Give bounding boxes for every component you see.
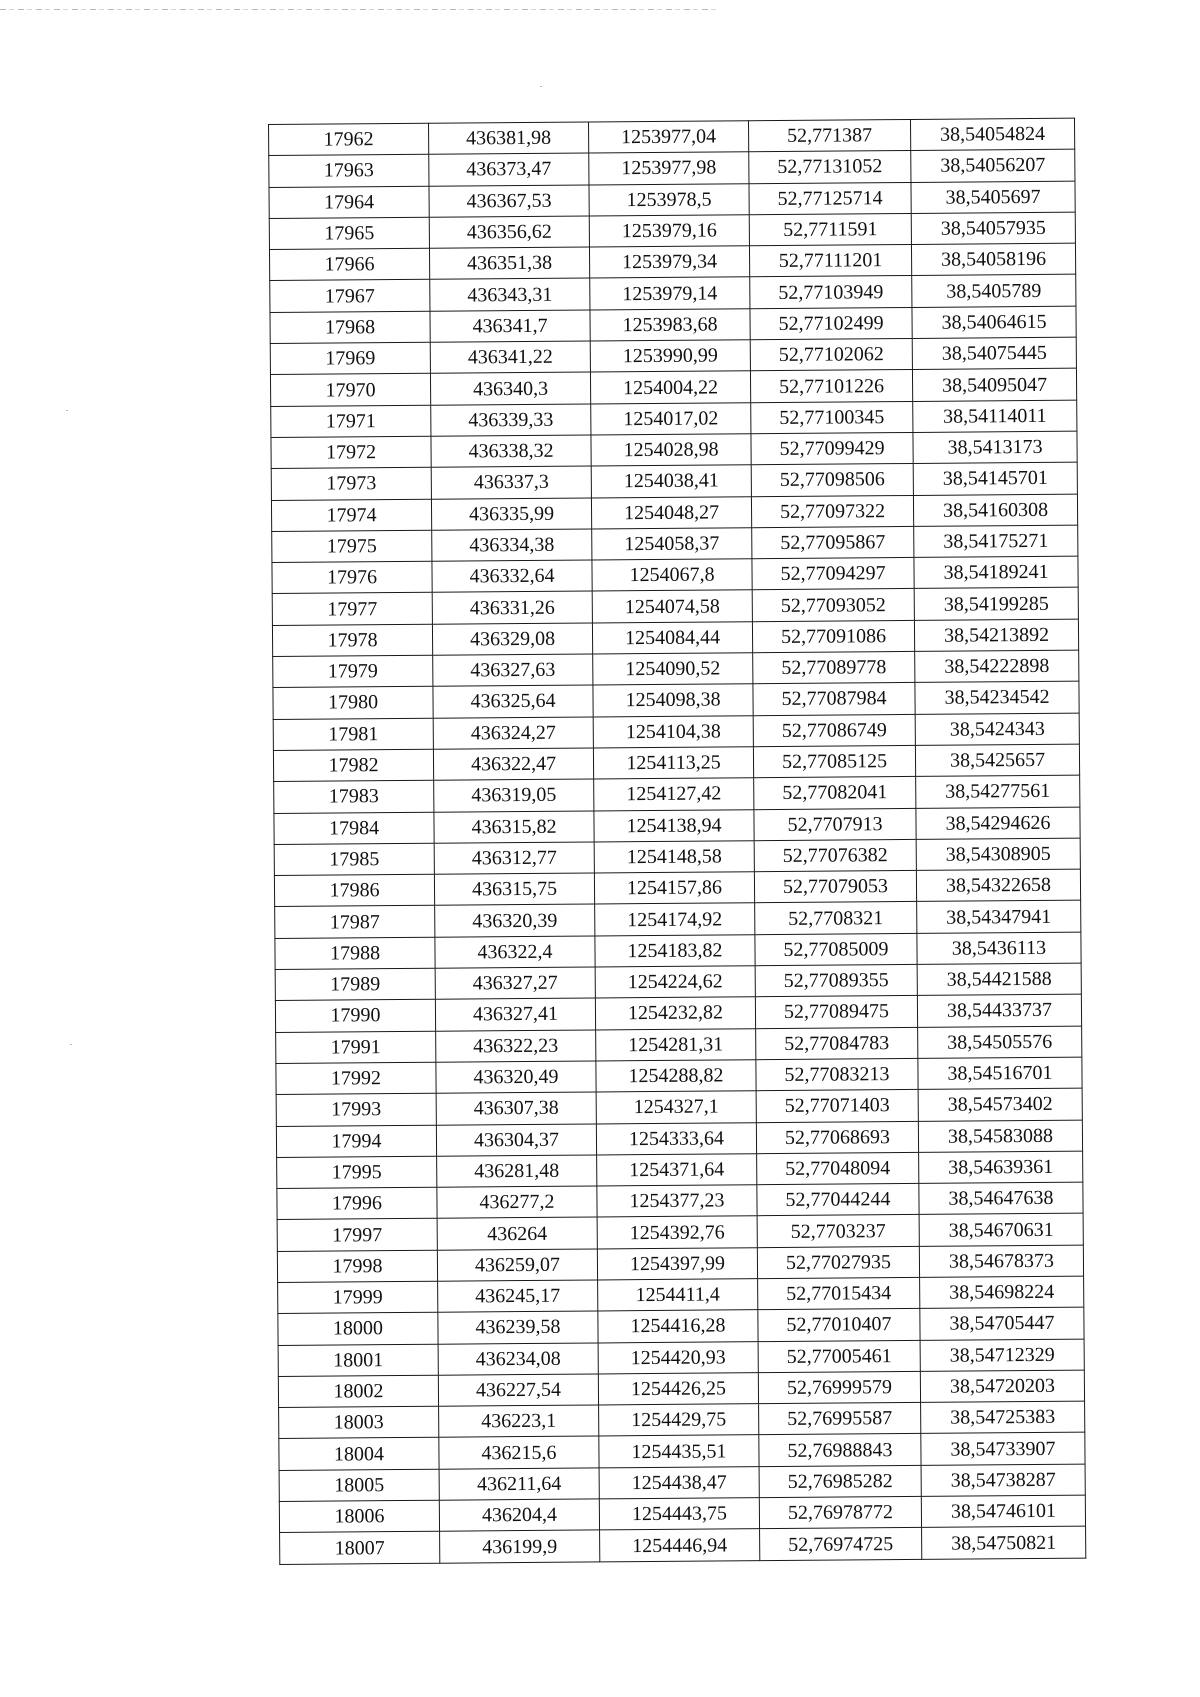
y-coordinate-cell: 1253977,98	[589, 152, 749, 185]
x-coordinate-cell: 436373,47	[429, 153, 589, 186]
point-number-cell: 17966	[269, 248, 429, 281]
y-coordinate-cell: 1253977,04	[588, 121, 748, 154]
longitude-cell: 38,54145701	[913, 462, 1077, 495]
point-number-cell: 17968	[270, 311, 430, 344]
x-coordinate-cell: 436315,82	[434, 810, 594, 843]
point-number-cell: 17986	[274, 874, 434, 907]
y-coordinate-cell: 1254411,4	[598, 1279, 758, 1312]
latitude-cell: 52,77111201	[749, 245, 911, 278]
point-number-cell: 18003	[279, 1406, 439, 1439]
point-number-cell: 18000	[278, 1312, 438, 1345]
latitude-cell: 52,7703237	[757, 1215, 919, 1248]
point-number-cell: 17962	[269, 123, 429, 156]
longitude-cell: 38,54516701	[918, 1057, 1082, 1090]
latitude-cell: 52,76974725	[760, 1528, 922, 1561]
y-coordinate-cell: 1254446,94	[600, 1529, 760, 1562]
x-coordinate-cell: 436334,38	[432, 529, 592, 562]
y-coordinate-cell: 1254058,37	[592, 528, 752, 561]
point-number-cell: 17992	[276, 1062, 436, 1095]
latitude-cell: 52,7711591	[749, 213, 911, 246]
y-coordinate-cell: 1254281,31	[596, 1028, 756, 1061]
point-number-cell: 18006	[279, 1500, 439, 1533]
latitude-cell: 52,7707913	[754, 808, 916, 841]
latitude-cell: 52,77048094	[757, 1152, 919, 1185]
x-coordinate-cell: 436322,4	[435, 936, 595, 969]
point-number-cell: 17979	[273, 655, 433, 688]
y-coordinate-cell: 1254426,25	[598, 1373, 758, 1406]
point-number-cell: 18007	[280, 1532, 440, 1565]
latitude-cell: 52,77085125	[753, 745, 915, 778]
latitude-cell: 52,77101226	[750, 370, 912, 403]
y-coordinate-cell: 1254004,22	[590, 371, 750, 404]
x-coordinate-cell: 436381,98	[428, 122, 588, 155]
point-number-cell: 17983	[274, 780, 434, 813]
longitude-cell: 38,5405789	[912, 275, 1076, 308]
longitude-cell: 38,54678373	[919, 1245, 1083, 1278]
x-coordinate-cell: 436245,17	[438, 1280, 598, 1313]
x-coordinate-cell: 436356,62	[429, 216, 589, 249]
x-coordinate-cell: 436239,58	[438, 1311, 598, 1344]
latitude-cell: 52,77068693	[756, 1121, 918, 1154]
x-coordinate-cell: 436351,38	[429, 247, 589, 280]
x-coordinate-cell: 436322,23	[436, 1030, 596, 1063]
x-coordinate-cell: 436211,64	[439, 1468, 599, 1501]
y-coordinate-cell: 1254017,02	[591, 402, 751, 435]
x-coordinate-cell: 436264	[437, 1217, 597, 1250]
point-number-cell: 17998	[277, 1250, 437, 1283]
x-coordinate-cell: 436331,26	[432, 591, 592, 624]
longitude-cell: 38,5413173	[913, 431, 1077, 464]
y-coordinate-cell: 1254183,82	[595, 934, 755, 967]
latitude-cell: 52,77085009	[755, 933, 917, 966]
x-coordinate-cell: 436329,08	[432, 623, 592, 656]
x-coordinate-cell: 436312,77	[434, 842, 594, 875]
x-coordinate-cell: 436338,32	[431, 435, 591, 468]
longitude-cell: 38,54064615	[912, 306, 1076, 339]
longitude-cell: 38,54583088	[918, 1120, 1082, 1153]
longitude-cell: 38,54199285	[914, 588, 1078, 621]
y-coordinate-cell: 1254333,64	[596, 1122, 756, 1155]
x-coordinate-cell: 436324,27	[433, 717, 593, 750]
y-coordinate-cell: 1254420,93	[598, 1341, 758, 1374]
y-coordinate-cell: 1254392,76	[597, 1216, 757, 1249]
point-number-cell: 17971	[271, 405, 431, 438]
longitude-cell: 38,54347941	[917, 901, 1081, 934]
point-number-cell: 17972	[271, 436, 431, 469]
point-number-cell: 17995	[277, 1156, 437, 1189]
x-coordinate-cell: 436327,41	[435, 998, 595, 1031]
x-coordinate-cell: 436339,33	[431, 404, 591, 437]
longitude-cell: 38,54056207	[911, 149, 1075, 182]
latitude-cell: 52,77102062	[750, 339, 912, 372]
latitude-cell: 52,77095867	[752, 526, 914, 559]
point-number-cell: 17996	[277, 1187, 437, 1220]
table-row	[280, 1526, 1086, 1564]
longitude-cell: 38,54054824	[910, 118, 1074, 151]
y-coordinate-cell: 1254067,8	[592, 559, 752, 592]
latitude-cell: 52,77094297	[752, 558, 914, 591]
x-coordinate-cell: 436234,08	[438, 1343, 598, 1376]
latitude-cell: 52,77131052	[749, 151, 911, 184]
point-number-cell: 17973	[271, 467, 431, 500]
latitude-cell: 52,77076382	[754, 839, 916, 872]
latitude-cell: 52,77087984	[753, 683, 915, 716]
y-coordinate-cell: 1253979,34	[589, 246, 749, 279]
longitude-cell: 38,54720203	[920, 1370, 1084, 1403]
longitude-cell: 38,54213892	[914, 619, 1078, 652]
longitude-cell: 38,54647638	[919, 1182, 1083, 1215]
latitude-cell: 52,76995587	[759, 1403, 921, 1436]
latitude-cell: 52,77082041	[754, 777, 916, 810]
latitude-cell: 52,76978772	[759, 1496, 921, 1529]
scan-speck	[70, 1044, 72, 1045]
y-coordinate-cell: 1254138,94	[594, 809, 754, 842]
point-number-cell: 17993	[276, 1093, 436, 1126]
y-coordinate-cell: 1254157,86	[594, 872, 754, 905]
point-number-cell: 17981	[273, 718, 433, 751]
longitude-cell: 38,54294626	[916, 807, 1080, 840]
x-coordinate-cell: 436304,37	[436, 1123, 596, 1156]
longitude-cell: 38,54160308	[913, 494, 1077, 527]
longitude-cell: 38,54733907	[921, 1433, 1085, 1466]
x-coordinate-cell: 436215,6	[439, 1436, 599, 1469]
x-coordinate-cell: 436341,7	[430, 310, 590, 343]
longitude-cell: 38,54725383	[921, 1401, 1085, 1434]
point-number-cell: 17980	[273, 687, 433, 720]
longitude-cell: 38,54189241	[914, 556, 1078, 589]
x-coordinate-cell: 436335,99	[431, 498, 591, 531]
point-number-cell: 17984	[274, 812, 434, 845]
latitude-cell: 52,77093052	[752, 589, 914, 622]
x-coordinate-cell: 436227,54	[438, 1374, 598, 1407]
point-number-cell: 17974	[271, 499, 431, 532]
latitude-cell: 52,77044244	[757, 1184, 919, 1217]
longitude-cell: 38,54705447	[920, 1307, 1084, 1340]
scan-speck	[66, 410, 68, 411]
x-coordinate-cell: 436325,64	[433, 685, 593, 718]
x-coordinate-cell: 436320,39	[435, 904, 595, 937]
longitude-cell: 38,54746101	[921, 1495, 1085, 1528]
point-number-cell: 17991	[276, 1031, 436, 1064]
latitude-cell: 52,77084783	[756, 1027, 918, 1060]
x-coordinate-cell: 436367,53	[429, 185, 589, 218]
longitude-cell: 38,54277561	[916, 775, 1080, 808]
point-number-cell: 17989	[275, 968, 435, 1001]
latitude-cell: 52,77089355	[755, 964, 917, 997]
longitude-cell: 38,54095047	[912, 369, 1076, 402]
x-coordinate-cell: 436223,1	[439, 1405, 599, 1438]
y-coordinate-cell: 1254327,1	[596, 1091, 756, 1124]
y-coordinate-cell: 1254127,42	[594, 778, 754, 811]
point-number-cell: 17963	[269, 155, 429, 188]
point-number-cell: 18004	[279, 1438, 439, 1471]
latitude-cell: 52,771387	[748, 119, 910, 152]
longitude-cell: 38,54234542	[915, 681, 1079, 714]
longitude-cell: 38,54639361	[919, 1151, 1083, 1184]
longitude-cell: 38,5436113	[917, 932, 1081, 965]
point-number-cell: 17997	[277, 1219, 437, 1252]
x-coordinate-cell: 436307,38	[436, 1092, 596, 1125]
longitude-cell: 38,54573402	[918, 1088, 1082, 1121]
longitude-cell: 38,54738287	[921, 1464, 1085, 1497]
y-coordinate-cell: 1253979,16	[589, 215, 749, 248]
longitude-cell: 38,54670631	[919, 1214, 1083, 1247]
point-number-cell: 17976	[272, 561, 432, 594]
point-number-cell: 17987	[275, 906, 435, 939]
y-coordinate-cell: 1254232,82	[595, 997, 755, 1030]
x-coordinate-cell: 436259,07	[437, 1249, 597, 1282]
y-coordinate-cell: 1254113,25	[593, 747, 753, 780]
x-coordinate-cell: 436204,4	[439, 1499, 599, 1532]
x-coordinate-cell: 436341,22	[430, 341, 590, 374]
y-coordinate-cell: 1254443,75	[599, 1498, 759, 1531]
latitude-cell: 52,77027935	[757, 1246, 919, 1279]
latitude-cell: 52,77097322	[751, 495, 913, 528]
point-number-cell: 17982	[273, 749, 433, 782]
y-coordinate-cell: 1254174,92	[595, 903, 755, 936]
longitude-cell: 38,54322658	[916, 869, 1080, 902]
point-number-cell: 17965	[269, 217, 429, 250]
x-coordinate-cell: 436340,3	[430, 372, 590, 405]
x-coordinate-cell: 436199,9	[440, 1530, 600, 1563]
coordinates-table-body	[269, 118, 1086, 1564]
point-number-cell: 18005	[279, 1469, 439, 1502]
longitude-cell: 38,54505576	[918, 1026, 1082, 1059]
y-coordinate-cell: 1254148,58	[594, 841, 754, 874]
x-coordinate-cell: 436315,75	[434, 873, 594, 906]
longitude-cell: 38,5424343	[915, 713, 1079, 746]
longitude-cell: 38,54750821	[922, 1526, 1086, 1559]
point-number-cell: 17978	[272, 624, 432, 657]
y-coordinate-cell: 1254371,64	[597, 1153, 757, 1186]
latitude-cell: 52,77005461	[758, 1340, 920, 1373]
latitude-cell: 52,77079053	[754, 871, 916, 904]
longitude-cell: 38,54114011	[913, 400, 1077, 433]
longitude-cell: 38,54308905	[916, 838, 1080, 871]
y-coordinate-cell: 1254084,44	[592, 621, 752, 654]
point-number-cell: 17964	[269, 186, 429, 219]
longitude-cell: 38,54175271	[914, 525, 1078, 558]
y-coordinate-cell: 1254028,98	[591, 434, 751, 467]
latitude-cell: 52,76999579	[758, 1371, 920, 1404]
latitude-cell: 52,77083213	[756, 1058, 918, 1091]
y-coordinate-cell: 1253990,99	[590, 340, 750, 373]
longitude-cell: 38,54075445	[912, 337, 1076, 370]
longitude-cell: 38,5425657	[915, 744, 1079, 777]
point-number-cell: 17999	[278, 1281, 438, 1314]
y-coordinate-cell: 1254377,23	[597, 1185, 757, 1218]
latitude-cell: 52,77099429	[751, 432, 913, 465]
x-coordinate-cell: 436322,47	[433, 748, 593, 781]
point-number-cell: 18002	[278, 1375, 438, 1408]
x-coordinate-cell: 436337,3	[431, 466, 591, 499]
latitude-cell: 52,77086749	[753, 714, 915, 747]
point-number-cell: 17975	[272, 530, 432, 563]
y-coordinate-cell: 1254416,28	[598, 1310, 758, 1343]
latitude-cell: 52,77071403	[756, 1090, 918, 1123]
x-coordinate-cell: 436281,48	[437, 1155, 597, 1188]
x-coordinate-cell: 436332,64	[432, 560, 592, 593]
y-coordinate-cell: 1254429,75	[599, 1404, 759, 1437]
y-coordinate-cell: 1254048,27	[591, 496, 751, 529]
y-coordinate-cell: 1253978,5	[589, 183, 749, 216]
y-coordinate-cell: 1253983,68	[590, 309, 750, 342]
point-number-cell: 17977	[272, 593, 432, 626]
longitude-cell: 38,54433737	[917, 994, 1081, 1027]
longitude-cell: 38,54712329	[920, 1339, 1084, 1372]
scan-top-line	[0, 9, 720, 10]
longitude-cell: 38,54058196	[911, 243, 1075, 276]
point-number-cell: 17994	[276, 1125, 436, 1158]
longitude-cell: 38,54421588	[917, 963, 1081, 996]
latitude-cell: 52,77103949	[750, 276, 912, 309]
point-number-cell: 17969	[270, 342, 430, 375]
point-number-cell: 17985	[274, 843, 434, 876]
y-coordinate-cell: 1253979,14	[590, 277, 750, 310]
latitude-cell: 52,76988843	[759, 1434, 921, 1467]
longitude-cell: 38,54057935	[911, 212, 1075, 245]
y-coordinate-cell: 1254397,99	[597, 1247, 757, 1280]
x-coordinate-cell: 436327,27	[435, 967, 595, 1000]
x-coordinate-cell: 436343,31	[430, 278, 590, 311]
latitude-cell: 52,77089778	[753, 651, 915, 684]
x-coordinate-cell: 436327,63	[433, 654, 593, 687]
y-coordinate-cell: 1254438,47	[599, 1466, 759, 1499]
latitude-cell: 52,77091086	[752, 620, 914, 653]
latitude-cell: 52,77010407	[758, 1309, 920, 1342]
y-coordinate-cell: 1254224,62	[595, 966, 755, 999]
latitude-cell: 52,77098506	[751, 464, 913, 497]
y-coordinate-cell: 1254288,82	[596, 1060, 756, 1093]
point-number-cell: 17967	[270, 280, 430, 313]
longitude-cell: 38,54222898	[915, 650, 1079, 683]
x-coordinate-cell: 436320,49	[436, 1061, 596, 1094]
latitude-cell: 52,77102499	[750, 307, 912, 340]
latitude-cell: 52,76985282	[759, 1465, 921, 1498]
latitude-cell: 52,77089475	[755, 996, 917, 1029]
x-coordinate-cell: 436319,05	[434, 779, 594, 812]
y-coordinate-cell: 1254435,51	[599, 1435, 759, 1468]
latitude-cell: 52,7708321	[755, 902, 917, 935]
y-coordinate-cell: 1254104,38	[593, 715, 753, 748]
longitude-cell: 38,54698224	[920, 1276, 1084, 1309]
y-coordinate-cell: 1254098,38	[593, 684, 753, 717]
point-number-cell: 17970	[270, 374, 430, 407]
latitude-cell: 52,77100345	[751, 401, 913, 434]
point-number-cell: 17988	[275, 937, 435, 970]
y-coordinate-cell: 1254038,41	[591, 465, 751, 498]
y-coordinate-cell: 1254074,58	[592, 590, 752, 623]
x-coordinate-cell: 436277,2	[437, 1186, 597, 1219]
latitude-cell: 52,77125714	[749, 182, 911, 215]
longitude-cell: 38,5405697	[911, 181, 1075, 214]
point-number-cell: 17990	[275, 1000, 435, 1033]
scan-speck	[540, 86, 542, 87]
coordinates-table	[268, 118, 1086, 1565]
latitude-cell: 52,77015434	[758, 1277, 920, 1310]
point-number-cell: 18001	[278, 1344, 438, 1377]
y-coordinate-cell: 1254090,52	[593, 653, 753, 686]
